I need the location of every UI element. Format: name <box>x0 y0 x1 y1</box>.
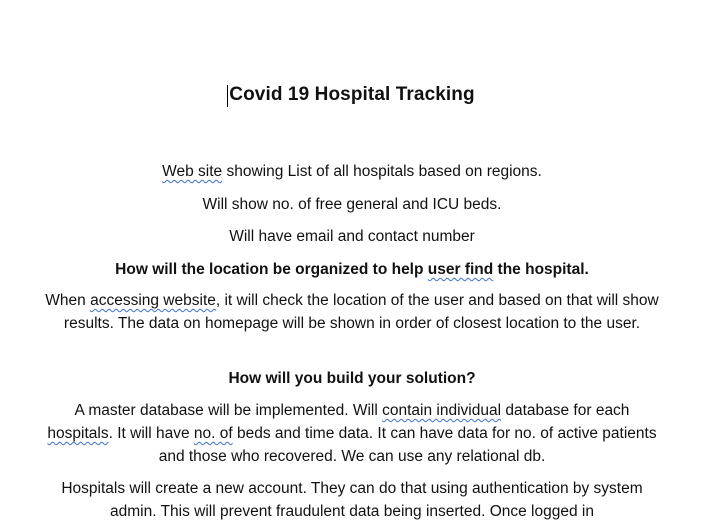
heading-text: How will the location be organized to help <box>115 261 428 278</box>
spellcheck-word: accessing website <box>90 292 216 309</box>
spellcheck-word: hospitals <box>47 425 109 442</box>
paragraph-beds: Will show no. of free general and ICU beds. <box>202 196 502 213</box>
spellcheck-word: contain individual <box>382 402 502 419</box>
paragraph-text: . It will have <box>108 425 194 442</box>
spellcheck-word: user find <box>427 261 494 278</box>
spellcheck-word: no. of <box>193 425 233 442</box>
heading-location <box>40 258 664 281</box>
title-row <box>0 84 704 106</box>
paragraph-accounts: Hospitals will create a new account. They can do that using authentication by system admin. This will prevent fraudulent data being inserted. Once logged in <box>61 480 643 520</box>
paragraph-text: showing List of all hospitals based on regions. <box>222 163 542 180</box>
paragraph-text: When <box>45 292 91 309</box>
document-title <box>229 84 474 106</box>
paragraph-location-logic <box>40 289 664 335</box>
spellcheck-word: Web site <box>162 163 223 180</box>
heading-build: How will you build your solution? <box>228 370 476 387</box>
paragraph-text: A master database will be implemented. Will <box>74 402 383 419</box>
paragraph-database <box>40 399 664 468</box>
paragraph-contact: Will have email and contact number <box>229 228 475 245</box>
paragraph-text: , it will check the location of the user and based on that will show results. The data on homepage will be shown in order of closest location to the user. <box>63 292 659 332</box>
heading-text: the hospital. <box>493 261 589 278</box>
paragraph-text: beds and time data. It can have data for no. of active patients and those who recovered. We can use any relational db. <box>158 425 657 465</box>
paragraph-hospital-list <box>40 160 664 183</box>
text-cursor <box>227 85 228 107</box>
paragraph-text: database for each <box>501 402 630 419</box>
document-title-text: Covid 19 Hospital Tracking <box>229 84 475 105</box>
